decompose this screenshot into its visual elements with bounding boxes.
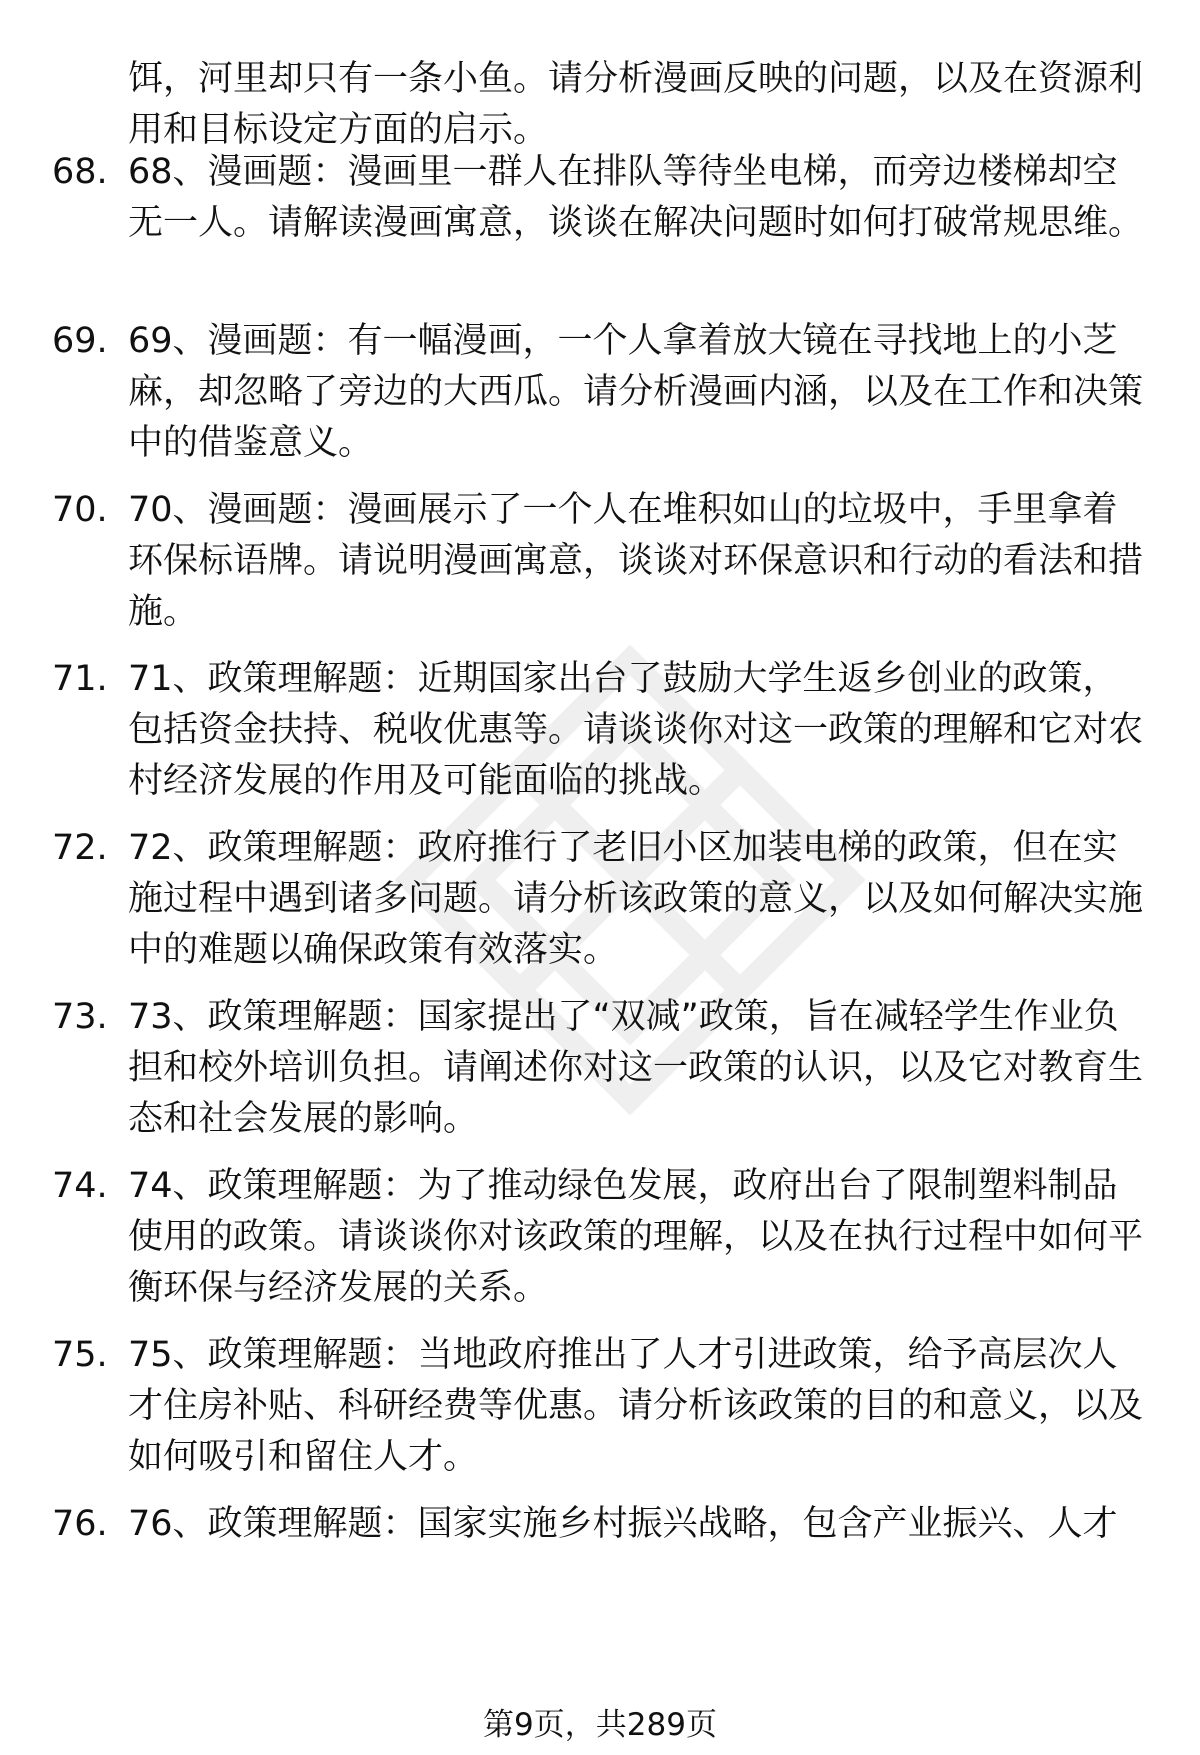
question-number: 73. (52, 997, 108, 1037)
question-number: 68. (52, 152, 108, 192)
question-item-76 (52, 1499, 1152, 1550)
question-number: 74. (52, 1166, 108, 1206)
question-number: 75. (52, 1335, 108, 1375)
question-text: 75、政策理解题：当地政府推出了人才引进政策，给予高层次人才住房补贴、科研经费等优惠。请分析该政策的目的和意义，以及如何吸引和留住人才。 (128, 1335, 1144, 1477)
question-text: 70、漫画题：漫画展示了一个人在堆积如山的垃圾中，手里拿着环保标语牌。请说明漫画寓意，谈谈对环保意识和行动的看法和措施。 (128, 490, 1144, 632)
question-number: 71. (52, 659, 108, 699)
question-text: 73、政策理解题：国家提出了“双减”政策，旨在减轻学生作业负担和校外培训负担。请阐述你对这一政策的认识，以及它对教育生态和社会发展的影响。 (128, 997, 1144, 1139)
question-item-72 (52, 823, 1152, 976)
question-text: 68、漫画题：漫画里一群人在排队等待坐电梯，而旁边楼梯却空无一人。请解读漫画寓意，谈谈在解决问题时如何打破常规思维。 (128, 152, 1144, 243)
question-text: 71、政策理解题：近期国家出台了鼓励大学生返乡创业的政策，包括资金扶持、税收优惠等。请谈谈你对这一政策的理解和它对农村经济发展的作用及可能面临的挑战。 (128, 659, 1144, 801)
question-number: 70. (52, 490, 108, 530)
question-item-73 (52, 992, 1152, 1145)
question-text: 69、漫画题：有一幅漫画，一个人拿着放大镜在寻找地上的小芝麻，却忽略了旁边的大西瓜。请分析漫画内涵，以及在工作和决策中的借鉴意义。 (128, 321, 1144, 463)
question-item-74 (52, 1161, 1152, 1314)
question-text: 74、政策理解题：为了推动绿色发展，政府出台了限制塑料制品使用的政策。请谈谈你对该政策的理解，以及在执行过程中如何平衡环保与经济发展的关系。 (128, 1166, 1144, 1308)
question-number: 69. (52, 321, 108, 361)
question-item-70 (52, 485, 1152, 638)
intro-paragraph: 饵，河里却只有一条小鱼。请分析漫画反映的问题，以及在资源利用和目标设定方面的启示。 (128, 59, 1144, 150)
question-number: 76. (52, 1504, 108, 1544)
page-footer: 第9页，共289页 (483, 1707, 717, 1743)
question-text: 72、政策理解题：政府推行了老旧小区加装电梯的政策，但在实施过程中遇到诸多问题。请分析该政策的意义，以及如何解决实施中的难题以确保政策有效落实。 (128, 828, 1144, 970)
question-number: 72. (52, 828, 108, 868)
question-item-69 (52, 316, 1152, 469)
question-text: 76、政策理解题：国家实施乡村振兴战略，包含产业振兴、人才 (128, 1504, 1118, 1544)
question-item-75 (52, 1330, 1152, 1483)
question-item-71 (52, 654, 1152, 807)
question-item-68 (52, 147, 1152, 249)
